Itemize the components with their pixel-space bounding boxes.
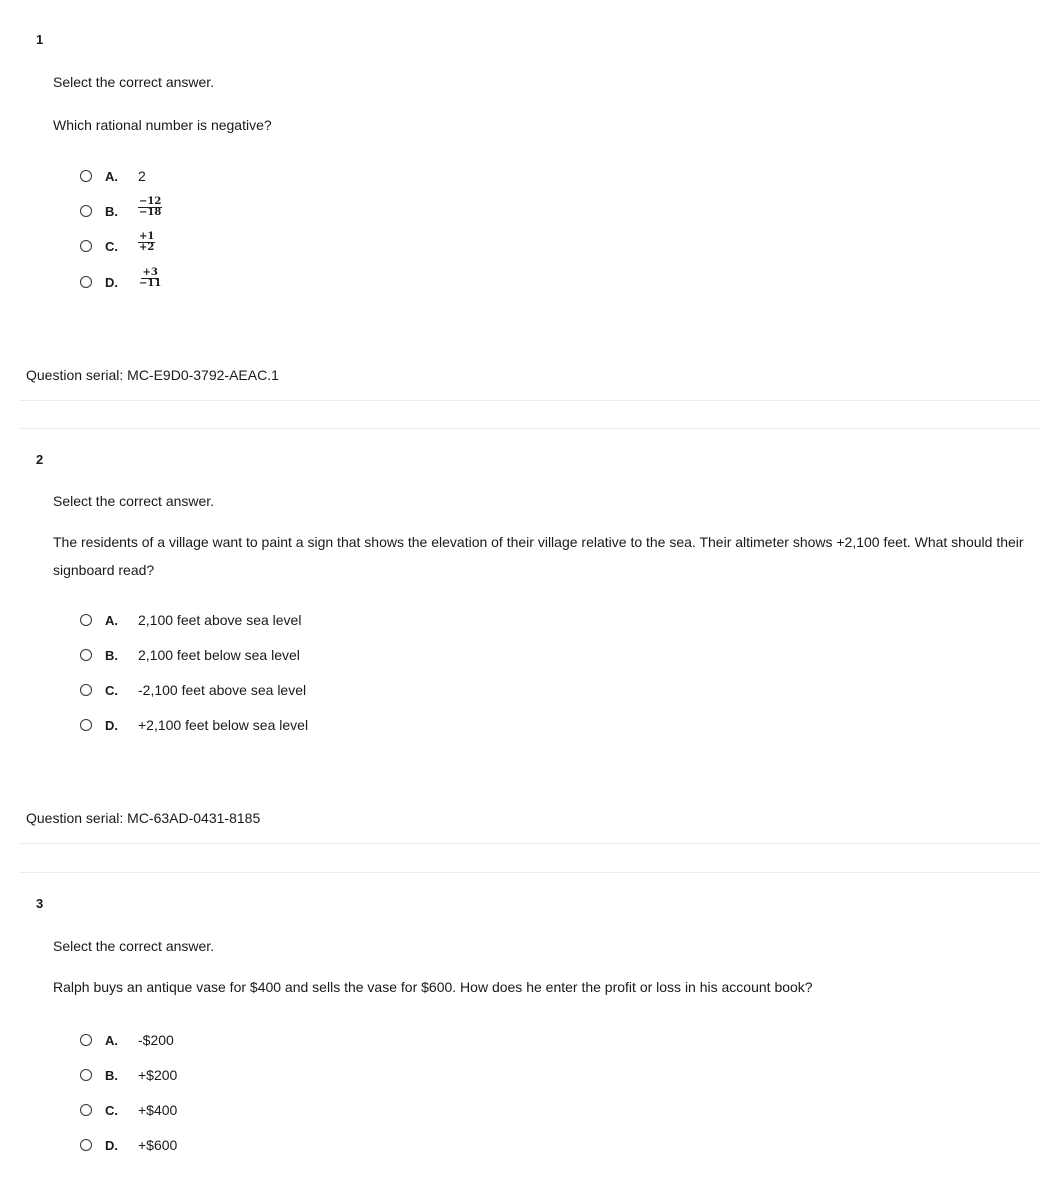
divider (20, 400, 1040, 401)
option-text: -2,100 feet above sea level (138, 682, 307, 698)
fraction-denominator: −11 (139, 278, 162, 289)
divider (20, 872, 1040, 873)
option-text: -$200 (138, 1032, 174, 1048)
radio-button[interactable] (80, 205, 92, 217)
fraction-denominator: −18 (139, 207, 162, 218)
question-2-option-b[interactable] (80, 645, 300, 665)
option-letter: B. (105, 647, 118, 663)
divider (20, 428, 1040, 429)
option-letter: C. (105, 238, 118, 254)
option-text: 2,100 feet above sea level (138, 612, 302, 628)
question-3-number: 3 (36, 896, 44, 911)
option-fraction (138, 232, 155, 253)
option-letter: D. (105, 1137, 118, 1153)
option-fraction (138, 268, 162, 289)
question-1-instruction: Select the correct answer. (53, 74, 215, 90)
option-letter: A. (105, 612, 118, 628)
question-2-serial: Question serial: MC-63AD-0431-8185 (26, 810, 261, 826)
fraction-numerator: −12 (139, 196, 162, 207)
radio-button[interactable] (80, 649, 92, 661)
radio-button[interactable] (80, 1034, 92, 1046)
radio-button[interactable] (80, 684, 92, 696)
question-1-number: 1 (36, 32, 44, 47)
option-text: 2 (138, 168, 146, 184)
option-text: +$600 (138, 1137, 178, 1153)
question-3-option-a[interactable] (80, 1030, 174, 1050)
fraction-numerator: +3 (142, 267, 158, 278)
question-2-option-d[interactable] (80, 715, 309, 735)
question-2-option-c[interactable] (80, 680, 307, 700)
option-fraction (138, 197, 162, 218)
question-2-number: 2 (36, 452, 44, 467)
option-letter: A. (105, 1032, 118, 1048)
question-2-instruction: Select the correct answer. (53, 493, 215, 509)
option-letter: A. (105, 168, 118, 184)
option-letter: C. (105, 682, 118, 698)
option-text: +2,100 feet below sea level (138, 717, 309, 733)
question-2-option-a[interactable] (80, 610, 302, 630)
fraction-denominator: +2 (139, 242, 155, 253)
radio-button[interactable] (80, 1069, 92, 1081)
question-1-option-b[interactable] (80, 196, 162, 221)
fraction-numerator: +1 (139, 231, 155, 242)
option-letter: D. (105, 274, 118, 290)
question-2-prompt: The residents of a village want to paint a sign that shows the elevation of their village relative to the sea. Their altimeter shows +2,100 feet. What should their signboard read? (53, 534, 1024, 578)
question-3-prompt: Ralph buys an antique vase for $400 and sells the vase for $600. How does he enter the profit or loss in his account book? (53, 979, 813, 995)
radio-button[interactable] (80, 170, 92, 182)
question-3-option-d[interactable] (80, 1135, 178, 1155)
question-3-instruction: Select the correct answer. (53, 938, 215, 954)
question-1-prompt: Which rational number is negative? (53, 117, 272, 133)
option-text: 2,100 feet below sea level (138, 647, 300, 663)
option-letter: B. (105, 203, 118, 219)
option-letter: B. (105, 1067, 118, 1083)
option-text: +$400 (138, 1102, 178, 1118)
radio-button[interactable] (80, 276, 92, 288)
radio-button[interactable] (80, 1104, 92, 1116)
radio-button[interactable] (80, 614, 92, 626)
question-1-option-d[interactable] (80, 267, 162, 292)
radio-button[interactable] (80, 1139, 92, 1151)
question-1-serial: Question serial: MC-E9D0-3792-AEAC.1 (26, 367, 279, 383)
option-letter: C. (105, 1102, 118, 1118)
option-letter: D. (105, 717, 118, 733)
question-3-option-b[interactable] (80, 1065, 178, 1085)
radio-button[interactable] (80, 240, 92, 252)
question-3-option-c[interactable] (80, 1100, 178, 1120)
radio-button[interactable] (80, 719, 92, 731)
divider (20, 843, 1040, 844)
question-1-option-c[interactable] (80, 231, 155, 256)
question-1-option-a[interactable] (80, 166, 146, 186)
option-text: +$200 (138, 1067, 178, 1083)
